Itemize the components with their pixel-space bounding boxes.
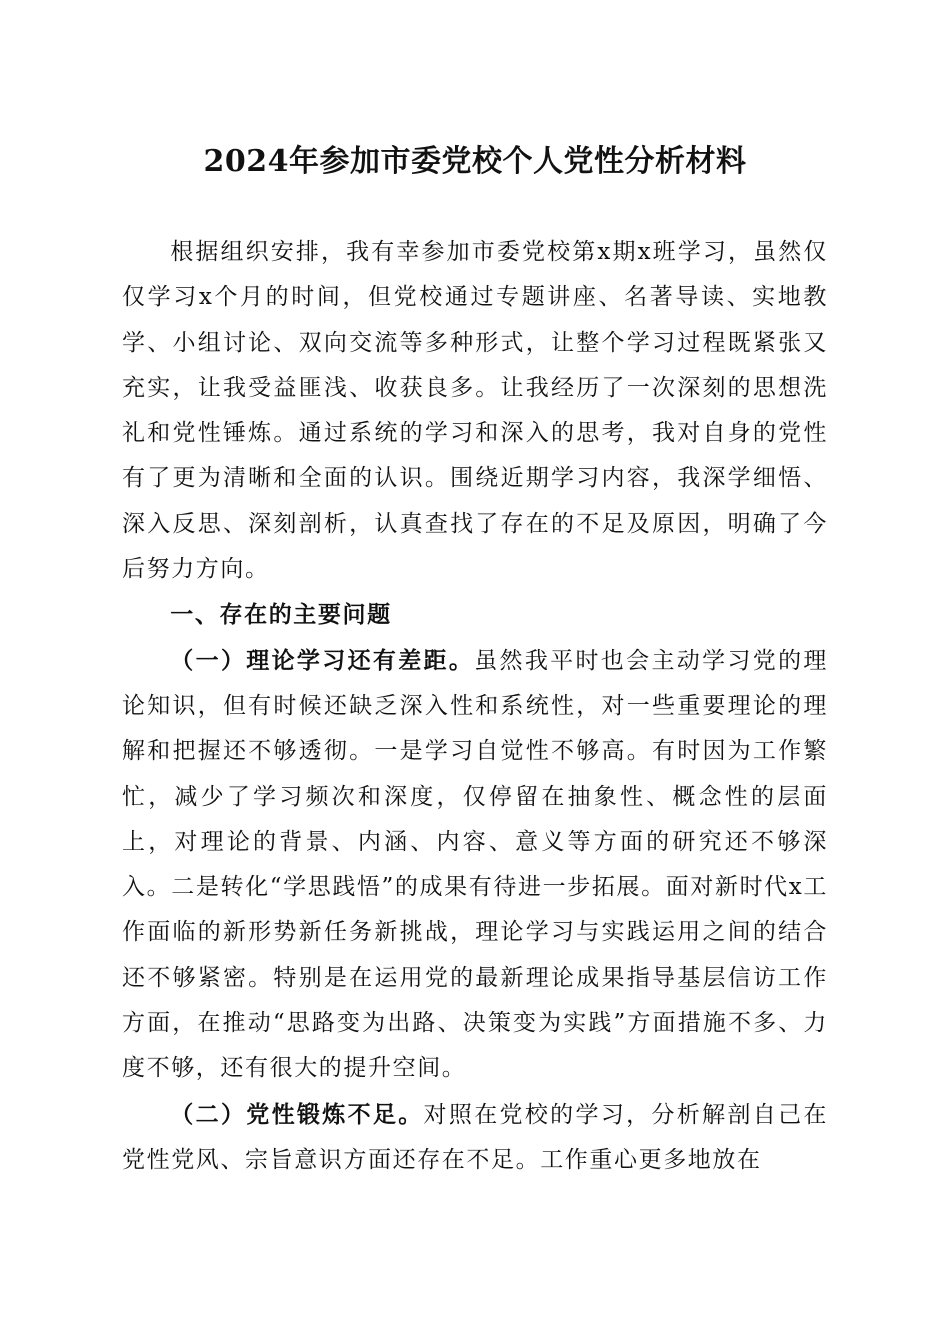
section-heading-problems: 一、存在的主要问题 [170,601,392,629]
problem-item-1-text: 虽然我平时也会主动学习党的理论知识，但有时候还缺乏深入性和系统性，对一些重要理论的理解和把握还不够透彻。一是学习自觉性不够高。有时因为工作繁忙，减少了学习频次和深度，仅停留在抽象性、概念性的层面上，对理论的背景、内涵、内容、意义等方面的研究还不够深入。二是转化“学思践悟”的成果有待进一步拓展。面对新时代x工作面临的新形势新任务新挑战，理论学习与实践运用之间的结合还不够紧密。特别是在运用党的最新理论成果指导基层信访工作方面，在推动“思路变为出路、决策变为实践”方面措施不多、力度不够，还有很大的提升空间。 [122,647,828,1082]
problem-item-2-text: 对照在党校的学习，分析解剖自己在党性党风、宗旨意识方面还存在不足。工作重心更多地放在 [122,1101,829,1173]
problem-item-1 [122,638,828,1092]
document-body [122,230,828,1183]
document-title: 2024年参加市委党校个人党性分析材料 [203,144,747,179]
problem-item-2-lead: （二）党性锻炼不足。 [170,1100,424,1128]
intro-paragraph: 根据组织安排，我有幸参加市委党校第x期x班学习，虽然仅仅学习x个月的时间，但党校通过专题讲座、名著导读、实地教学、小组讨论、双向交流等多种形式，让整个学习过程既紧张又充实，让我受益匪浅、收获良多。让我经历了一次深刻的思想洗礼和党性锤炼。通过系统的学习和深入的思考，我对自身的党性有了更为清晰和全面的认识。围绕近期学习内容，我深学细悟、深入反思、深刻剖析，认真查找了存在的不足及原因，明确了今后努力方向。 [122,239,828,583]
problem-item-2 [122,1092,828,1184]
problem-item-1-lead: （一）理论学习还有差距。 [170,646,475,674]
